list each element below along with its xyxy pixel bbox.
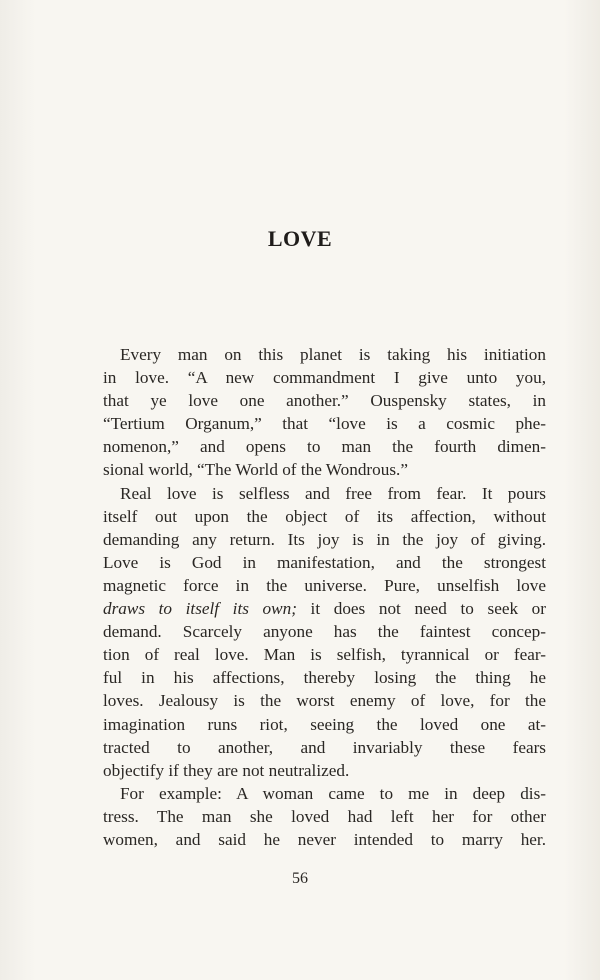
text-line: in love. “A new commandment I give unto you, (103, 368, 546, 388)
text-line: nomenon,” and opens to man the fourth dimen- (103, 437, 546, 457)
text-line: Real love is selfless and free from fear. It pours (120, 483, 546, 503)
text-line: loves. Jealousy is the worst enemy of love, for the (103, 691, 546, 711)
text-line (103, 597, 546, 620)
text-line: imagination runs riot, seeing the loved one at- (103, 714, 546, 734)
text-line: tion of real love. Man is selfish, tyrannical or fear- (103, 645, 546, 665)
text-line: sional world, “The World of the Wondrous.” (103, 460, 408, 480)
text-line: tress. The man she loved had left her for other (103, 806, 546, 826)
text-line: objectify if they are not neutralized. (103, 760, 350, 780)
body-text (103, 343, 546, 851)
text-line: tracted to another, and invariably these fears (103, 737, 546, 757)
text-line: Love is God in manifestation, and the strongest (103, 552, 546, 572)
text-line: demand. Scarcely anyone has the faintest concep- (103, 622, 546, 642)
italic-phrase: draws to itself its own; (103, 599, 297, 619)
text-line: magnetic force in the universe. Pure, unselfish love (103, 575, 546, 595)
chapter-title: LOVE (267, 226, 333, 251)
text-line: ful in his affections, thereby losing the thing he (103, 668, 546, 688)
page-number: 56 (292, 870, 308, 887)
text-line: Every man on this planet is taking his initiation (120, 345, 546, 364)
text-line: For example: A woman came to me in deep dis- (120, 783, 546, 803)
text-line: that ye love one another.” Ouspensky states, in (103, 391, 546, 411)
text-line: itself out upon the object of its affection, without (103, 506, 546, 526)
text-segment: it does not need to seek or (296, 599, 546, 619)
text-line: women, and said he never intended to marry her. (103, 829, 546, 849)
text-line: “Tertium Organum,” that “love is a cosmic phe- (103, 414, 546, 434)
text-line: demanding any return. Its joy is in the joy of giving. (103, 529, 546, 549)
